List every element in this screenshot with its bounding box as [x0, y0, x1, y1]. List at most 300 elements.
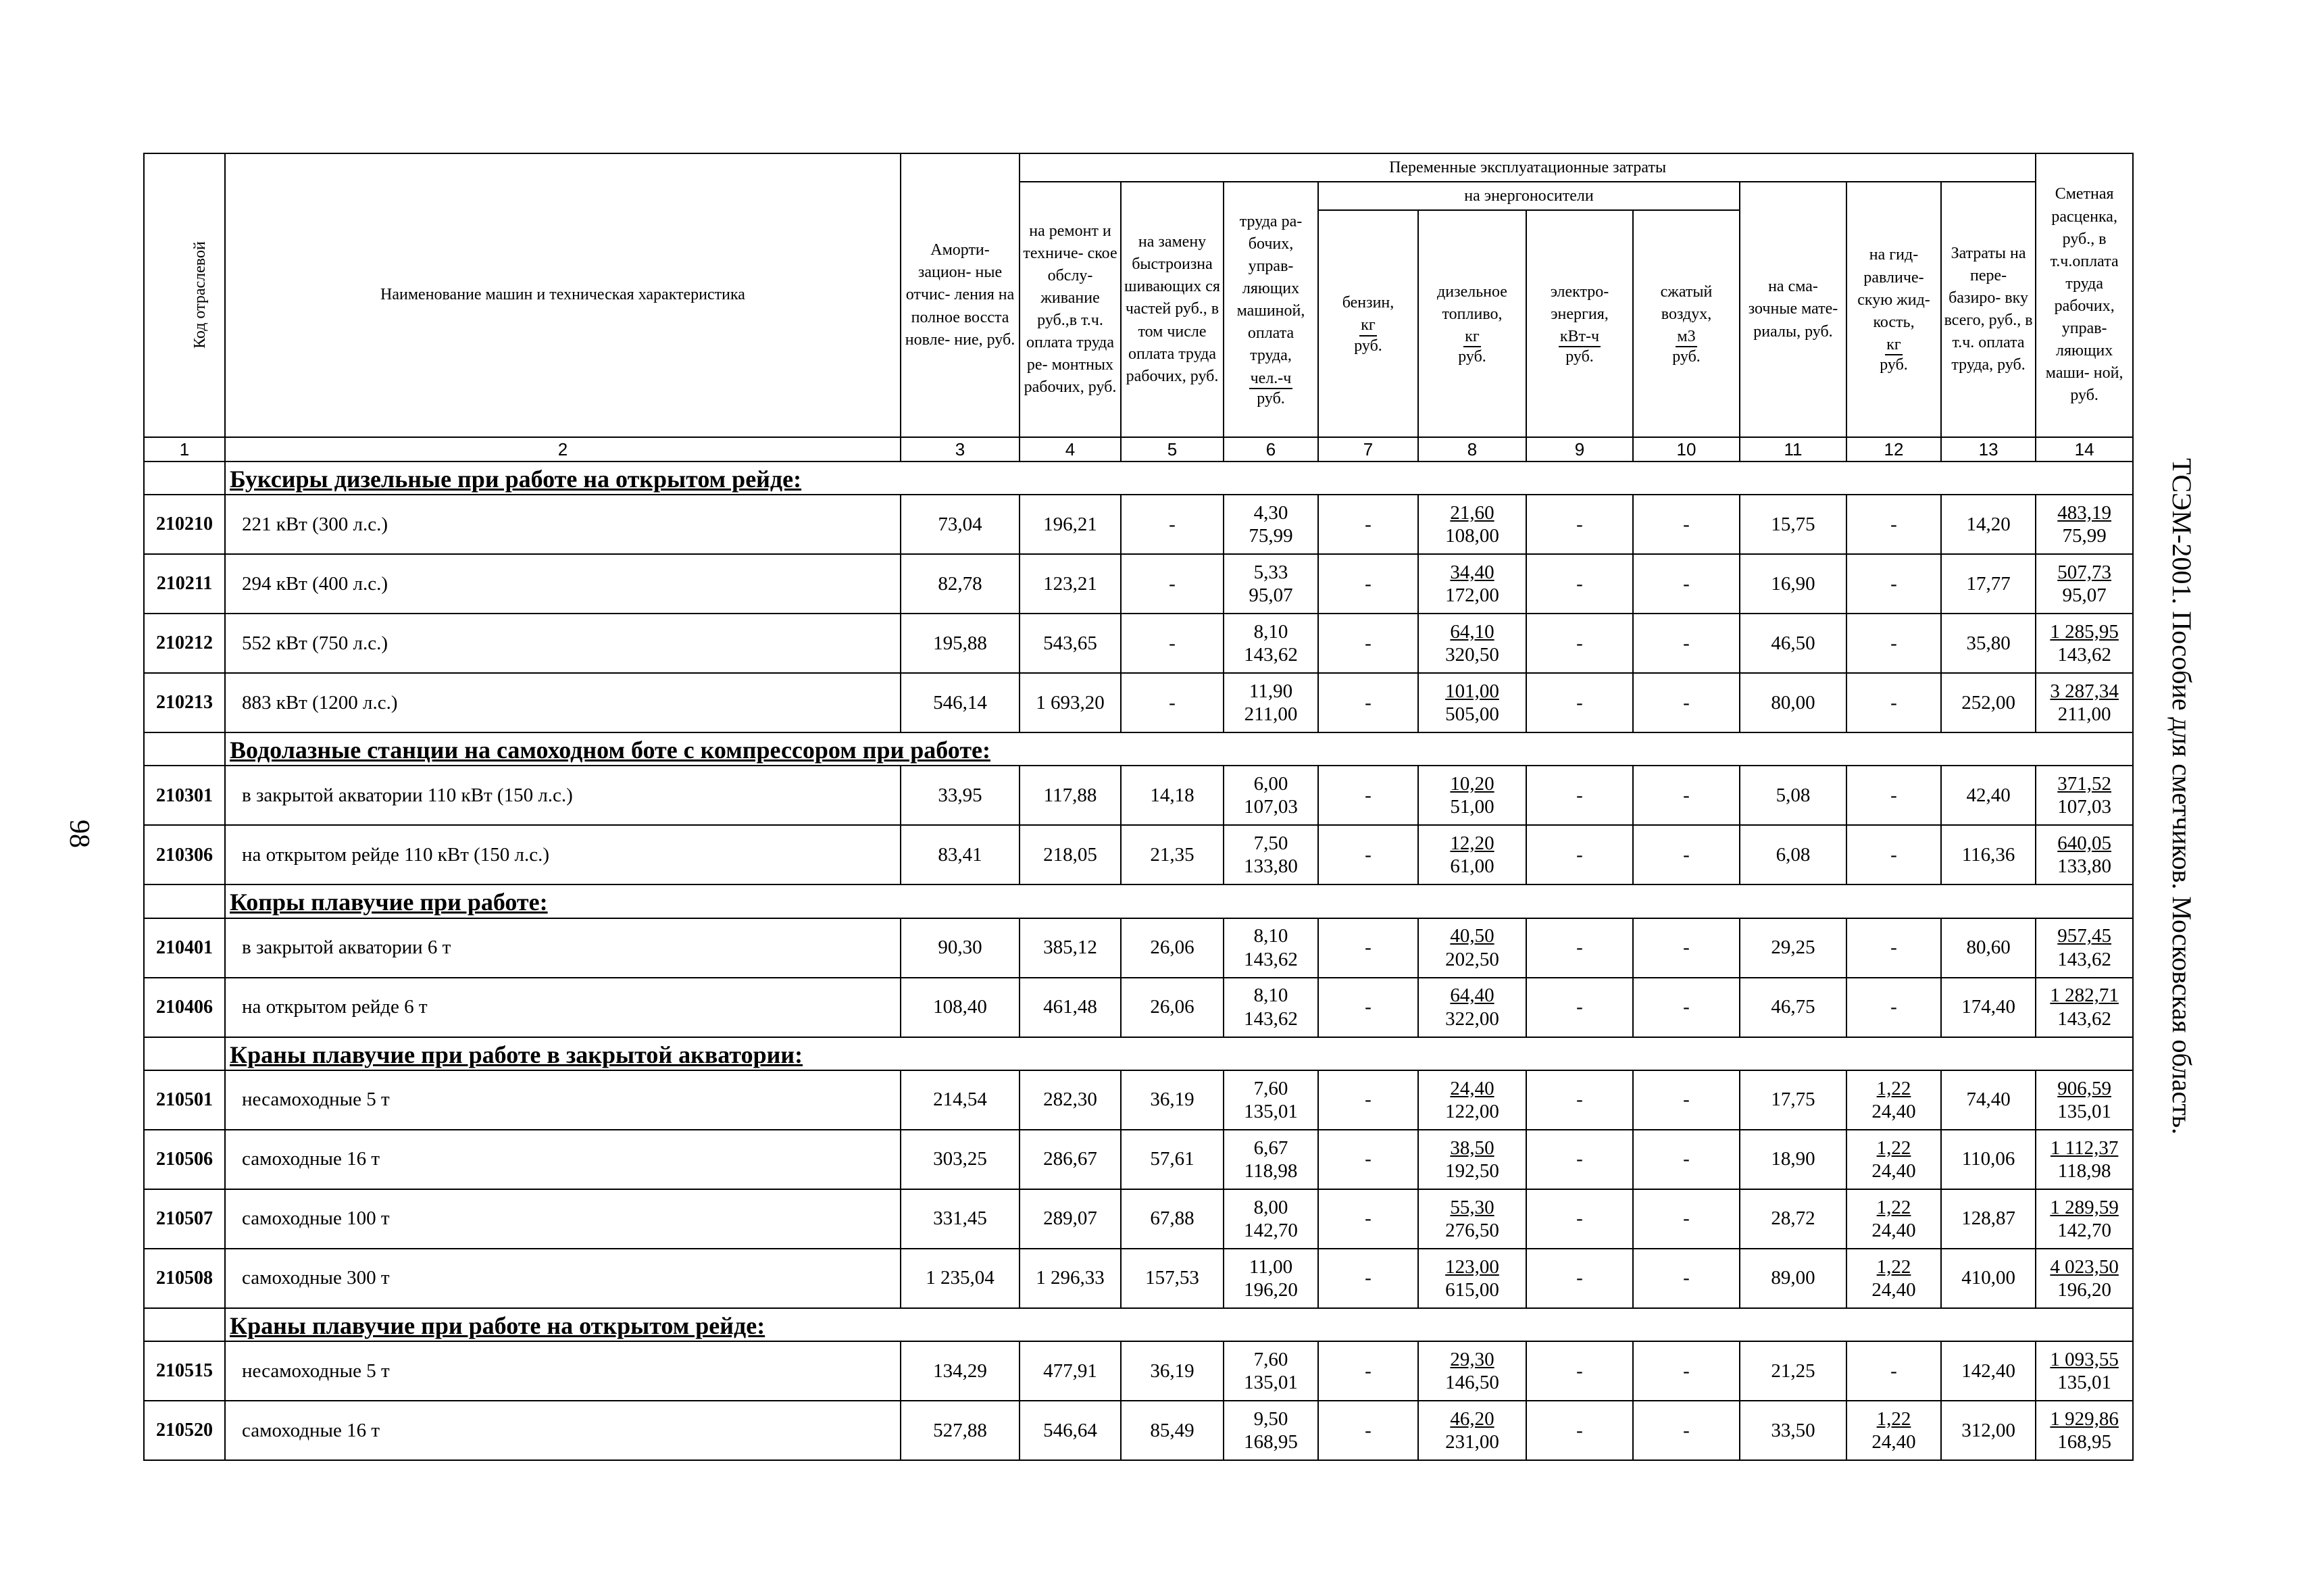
hydr-header — [1846, 182, 1941, 437]
elec-unit: кВт-ч — [1559, 327, 1601, 347]
column-number: 9 — [1526, 437, 1633, 462]
machine-code: 210506 — [144, 1130, 225, 1189]
hydr-unit-fraction — [1880, 335, 1908, 375]
elec-header-label: электро- энергия, — [1550, 282, 1609, 323]
section-header-row — [144, 884, 2133, 918]
diesel-value-bottom: 61,00 — [1450, 855, 1494, 878]
hydr-value-fraction — [1871, 1407, 1915, 1453]
table-row — [144, 978, 2133, 1037]
repair-header: на ремонт и техниче- ское обслу- живание руб.,в т.ч. оплата труда ре- монтных рабочих, руб. — [1020, 182, 1121, 437]
elec-value: - — [1526, 766, 1633, 825]
diesel-value-bottom: 51,00 — [1450, 796, 1494, 818]
machine-code: 210211 — [144, 554, 225, 614]
diesel-value-fraction — [1445, 620, 1499, 666]
column-number: 5 — [1121, 437, 1224, 462]
machine-name: несамоходные 5 т — [225, 1341, 901, 1401]
table-row — [144, 495, 2133, 554]
rate-value-bottom: 135,01 — [2057, 1371, 2112, 1393]
diesel-value-bottom: 505,00 — [1445, 703, 1499, 726]
diesel-value-fraction — [1445, 1255, 1499, 1301]
rate-value-fraction — [2057, 501, 2111, 547]
side-title: ТСЭМ-2001. Пособие для сметчиков. Московская область. — [2167, 458, 2197, 1135]
elec-value: - — [1526, 614, 1633, 673]
diesel-value-bottom: 202,50 — [1445, 948, 1499, 970]
labor-value-bottom: 196,20 — [1244, 1278, 1298, 1301]
replace-value: - — [1121, 554, 1224, 614]
machine-code: 210520 — [144, 1401, 225, 1460]
labor-value-fraction — [1244, 984, 1298, 1030]
hydr-value-bottom: 24,40 — [1871, 1159, 1916, 1182]
rate-value-top: 640,05 — [2057, 832, 2112, 855]
lubric-header: на сма- зочные мате- риалы, руб. — [1740, 182, 1846, 437]
petrol-value: - — [1318, 1341, 1418, 1401]
labor-header-label: труда ра- бочих, управ- ляющих машиной, оплата труда, — [1236, 212, 1305, 365]
repair-value: 117,88 — [1020, 766, 1121, 825]
rate-value-top: 507,73 — [2057, 561, 2112, 583]
machine-code: 210515 — [144, 1341, 225, 1401]
table-row — [144, 554, 2133, 614]
rate-value — [2036, 825, 2133, 884]
replace-value: 26,06 — [1121, 918, 1224, 978]
hydr-value-top: 1,22 — [1876, 1137, 1911, 1159]
column-number: 14 — [2036, 437, 2133, 462]
petrol-unit-fraction — [1354, 316, 1382, 355]
amortization-value: 73,04 — [901, 495, 1020, 554]
hydr-value — [1846, 1189, 1941, 1249]
replace-value: - — [1121, 673, 1224, 732]
labor-value-bottom: 135,01 — [1244, 1100, 1298, 1122]
elec-value: - — [1526, 825, 1633, 884]
table-row — [144, 614, 2133, 673]
labor-value-fraction — [1244, 1137, 1298, 1182]
rate-value-bottom: 143,62 — [2057, 644, 2112, 666]
relocation-value: 116,36 — [1941, 825, 2036, 884]
petrol-value: - — [1318, 1070, 1418, 1130]
section-title: Краны плавучие при работе в закрытой акватории: — [225, 1037, 2133, 1070]
air-value: - — [1633, 766, 1740, 825]
labor-unit: чел.-ч — [1249, 369, 1293, 389]
repair-value: 543,65 — [1020, 614, 1121, 673]
rate-value-top: 371,52 — [2057, 773, 2112, 795]
diesel-value-top: 10,20 — [1450, 773, 1494, 795]
machine-name: на открытом рейде 6 т — [225, 978, 901, 1037]
table-row — [144, 1401, 2133, 1460]
labor-value-fraction — [1244, 1348, 1298, 1394]
table-row — [144, 1070, 2133, 1130]
elec-value: - — [1526, 673, 1633, 732]
hydr-value: - — [1846, 554, 1941, 614]
diesel-header-label: дизельное топливо, — [1437, 282, 1507, 323]
amortization-value: 134,29 — [901, 1341, 1020, 1401]
lubric-value: 6,08 — [1740, 825, 1846, 884]
repair-value: 546,64 — [1020, 1401, 1121, 1460]
air-value: - — [1633, 554, 1740, 614]
table-row — [144, 1341, 2133, 1401]
diesel-value — [1418, 1401, 1526, 1460]
labor-value-fraction — [1244, 680, 1298, 726]
relocation-value: 410,00 — [1941, 1249, 2036, 1308]
labor-value-fraction — [1244, 1407, 1298, 1453]
hydr-value: - — [1846, 614, 1941, 673]
labor-value — [1224, 554, 1318, 614]
hydr-value-top: 1,22 — [1876, 1077, 1911, 1099]
section-header-row — [144, 1308, 2133, 1341]
lubric-value: 18,90 — [1740, 1130, 1846, 1189]
diesel-value-bottom: 320,50 — [1445, 644, 1499, 666]
diesel-value-top: 12,20 — [1450, 832, 1494, 855]
labor-value-bottom: 142,70 — [1244, 1219, 1298, 1241]
rate-value — [2036, 766, 2133, 825]
labor-value-bottom: 75,99 — [1249, 525, 1293, 547]
table-row — [144, 1189, 2133, 1249]
machine-name: самоходные 100 т — [225, 1189, 901, 1249]
machine-code: 210306 — [144, 825, 225, 884]
air-value: - — [1633, 614, 1740, 673]
amortization-value: 303,25 — [901, 1130, 1020, 1189]
rate-value-top: 1 285,95 — [2050, 620, 2119, 643]
column-number: 2 — [225, 437, 901, 462]
rate-value-top: 3 287,34 — [2050, 680, 2119, 702]
diesel-value — [1418, 1189, 1526, 1249]
machine-code: 210501 — [144, 1070, 225, 1130]
air-value: - — [1633, 1189, 1740, 1249]
lubric-value: 46,50 — [1740, 614, 1846, 673]
rate-value-fraction — [2050, 620, 2119, 666]
labor-value-top: 11,00 — [1249, 1255, 1293, 1278]
petrol-value: - — [1318, 1401, 1418, 1460]
rate-value — [2036, 1189, 2133, 1249]
diesel-value-top: 29,30 — [1450, 1348, 1494, 1370]
labor-value-top: 11,90 — [1249, 680, 1293, 702]
elec-value: - — [1526, 1130, 1633, 1189]
relocation-value: 174,40 — [1941, 978, 2036, 1037]
hydr-value-fraction — [1871, 1077, 1915, 1123]
elec-unit-fraction — [1559, 327, 1601, 367]
rate-value-bottom: 118,98 — [2057, 1159, 2111, 1182]
rate-value-bottom: 143,62 — [2057, 1007, 2112, 1030]
labor-value — [1224, 1401, 1318, 1460]
labor-value-bottom: 143,62 — [1244, 644, 1298, 666]
machine-name: несамоходные 5 т — [225, 1070, 901, 1130]
column-number: 12 — [1846, 437, 1941, 462]
relocation-value: 128,87 — [1941, 1189, 2036, 1249]
section-spacer — [144, 884, 225, 918]
hydr-value-top: 1,22 — [1876, 1407, 1911, 1430]
diesel-value-top: 46,20 — [1450, 1407, 1494, 1430]
replace-value: 26,06 — [1121, 978, 1224, 1037]
air-value: - — [1633, 1070, 1740, 1130]
relocation-value: 80,60 — [1941, 918, 2036, 978]
repair-value: 1 693,20 — [1020, 673, 1121, 732]
rate-value-bottom: 133,80 — [2057, 855, 2112, 878]
petrol-value: - — [1318, 766, 1418, 825]
rate-value — [2036, 1130, 2133, 1189]
amortization-value: 1 235,04 — [901, 1249, 1020, 1308]
replace-value: 14,18 — [1121, 766, 1224, 825]
diesel-value-fraction — [1445, 1077, 1499, 1123]
elec-value: - — [1526, 554, 1633, 614]
rate-value — [2036, 1341, 2133, 1401]
name-header: Наименование машин и техническая характеристика — [225, 153, 901, 437]
section-title: Буксиры дизельные при работе на открытом рейде: — [225, 462, 2133, 495]
rate-value — [2036, 1401, 2133, 1460]
lubric-value: 21,25 — [1740, 1341, 1846, 1401]
labor-value-fraction — [1244, 1255, 1298, 1301]
column-number-row — [144, 437, 2133, 462]
labor-value-top: 4,30 — [1253, 501, 1288, 524]
hydr-value-bottom: 24,40 — [1871, 1430, 1916, 1453]
amortization-value: 527,88 — [901, 1401, 1020, 1460]
relocation-value: 110,06 — [1941, 1130, 2036, 1189]
labor-value-top: 7,60 — [1253, 1348, 1288, 1370]
diesel-value — [1418, 495, 1526, 554]
rate-value-top: 1 112,37 — [2050, 1137, 2119, 1159]
lubric-value: 29,25 — [1740, 918, 1846, 978]
hydr-value-bottom: 24,40 — [1871, 1219, 1916, 1241]
air-header-label: сжатый воздух, — [1660, 282, 1713, 323]
lubric-value: 5,08 — [1740, 766, 1846, 825]
rate-value-fraction — [2057, 832, 2111, 878]
labor-value-bottom: 135,01 — [1244, 1371, 1298, 1393]
labor-value-top: 9,50 — [1253, 1407, 1288, 1430]
variable-costs-header: Переменные эксплуатационные затраты — [1020, 153, 2036, 182]
repair-value: 286,67 — [1020, 1130, 1121, 1189]
diesel-value-fraction — [1445, 1137, 1499, 1182]
rate-value-bottom: 143,62 — [2057, 948, 2112, 970]
air-unit-fraction — [1672, 327, 1701, 367]
replace-value: 157,53 — [1121, 1249, 1224, 1308]
machine-name: 221 кВт (300 л.с.) — [225, 495, 901, 554]
elec-value: - — [1526, 1249, 1633, 1308]
machine-code: 210406 — [144, 978, 225, 1037]
rate-value-top: 1 093,55 — [2050, 1348, 2119, 1370]
lubric-value: 33,50 — [1740, 1401, 1846, 1460]
relocation-value: 252,00 — [1941, 673, 2036, 732]
relocation-value: 142,40 — [1941, 1341, 2036, 1401]
amortization-value: 195,88 — [901, 614, 1020, 673]
hydr-value-top: 1,22 — [1876, 1196, 1911, 1218]
repair-value: 385,12 — [1020, 918, 1121, 978]
petrol-value: - — [1318, 554, 1418, 614]
hydr-value — [1846, 1401, 1941, 1460]
machine-code: 210213 — [144, 673, 225, 732]
labor-unit-fraction — [1249, 369, 1293, 409]
rate-value — [2036, 495, 2133, 554]
relocation-header: Затраты на пере- базиро- вку всего, руб., в т.ч. оплата труда, руб. — [1941, 182, 2036, 437]
table-row — [144, 1249, 2133, 1308]
diesel-unit-fraction — [1458, 327, 1486, 367]
rate-value — [2036, 1070, 2133, 1130]
labor-value-bottom: 118,98 — [1244, 1159, 1298, 1182]
lubric-value: 89,00 — [1740, 1249, 1846, 1308]
column-number: 1 — [144, 437, 225, 462]
labor-value-fraction — [1249, 501, 1292, 547]
petrol-value: - — [1318, 673, 1418, 732]
code-header-label: Код отраслевой — [191, 241, 209, 349]
lubric-value: 28,72 — [1740, 1189, 1846, 1249]
hydr-value: - — [1846, 766, 1941, 825]
rate-value-fraction — [2057, 924, 2111, 970]
rate-value-fraction — [2050, 1407, 2119, 1453]
section-spacer — [144, 1308, 225, 1341]
hydr-value-fraction — [1871, 1196, 1915, 1242]
labor-value-top: 6,00 — [1253, 773, 1288, 795]
hydr-value-bottom: 24,40 — [1871, 1100, 1916, 1122]
repair-value: 218,05 — [1020, 825, 1121, 884]
labor-value-bottom: 211,00 — [1244, 703, 1298, 726]
labor-value-bottom: 168,95 — [1244, 1430, 1298, 1453]
column-number: 10 — [1633, 437, 1740, 462]
machine-code: 210401 — [144, 918, 225, 978]
elec-value: - — [1526, 1341, 1633, 1401]
machine-name: на открытом рейде 110 кВт (150 л.с.) — [225, 825, 901, 884]
amortization-value: 90,30 — [901, 918, 1020, 978]
machine-code: 210210 — [144, 495, 225, 554]
lubric-value: 15,75 — [1740, 495, 1846, 554]
rate-value-top: 483,19 — [2057, 501, 2112, 524]
rate-value-bottom: 142,70 — [2057, 1219, 2112, 1241]
labor-value — [1224, 1070, 1318, 1130]
diesel-value-bottom: 146,50 — [1445, 1371, 1499, 1393]
labor-value — [1224, 1130, 1318, 1189]
column-number: 8 — [1418, 437, 1526, 462]
hydr-unit: кг — [1885, 335, 1903, 355]
machine-name: в закрытой акватории 110 кВт (150 л.с.) — [225, 766, 901, 825]
machine-name: самоходные 300 т — [225, 1249, 901, 1308]
repair-value: 1 296,33 — [1020, 1249, 1121, 1308]
elec-rub: руб. — [1565, 348, 1594, 366]
machine-code: 210301 — [144, 766, 225, 825]
labor-value — [1224, 495, 1318, 554]
labor-value-top: 8,10 — [1253, 925, 1288, 947]
rate-value-bottom: 196,20 — [2057, 1278, 2112, 1301]
amortization-value: 214,54 — [901, 1070, 1020, 1130]
labor-value-fraction — [1244, 772, 1298, 818]
machine-code: 210507 — [144, 1189, 225, 1249]
hydr-value-bottom: 24,40 — [1871, 1278, 1916, 1301]
labor-value-bottom: 143,62 — [1244, 1007, 1298, 1030]
elec-value: - — [1526, 495, 1633, 554]
hydr-value: - — [1846, 825, 1941, 884]
petrol-value: - — [1318, 825, 1418, 884]
labor-value — [1224, 766, 1318, 825]
rate-value-fraction — [2050, 1348, 2119, 1394]
diesel-value-fraction — [1445, 680, 1499, 726]
elec-header — [1526, 210, 1633, 437]
rate-header: Сметная расценка, руб., в т.ч.оплата труда рабочих, управ- ляющих маши- ной, руб. — [2036, 153, 2133, 437]
replace-value: 36,19 — [1121, 1070, 1224, 1130]
replace-value: 67,88 — [1121, 1189, 1224, 1249]
rate-value-bottom: 211,00 — [2057, 703, 2111, 726]
rate-value-fraction — [2050, 680, 2119, 726]
relocation-value: 17,77 — [1941, 554, 2036, 614]
elec-value: - — [1526, 1189, 1633, 1249]
hydr-header-label: на гид- равличе- скую жид- кость, — [1857, 246, 1930, 331]
air-value: - — [1633, 825, 1740, 884]
column-number: 3 — [901, 437, 1020, 462]
air-value: - — [1633, 918, 1740, 978]
hydr-rub: руб. — [1880, 356, 1908, 374]
machine-name: 552 кВт (750 л.с.) — [225, 614, 901, 673]
hydr-value — [1846, 1070, 1941, 1130]
replace-header: на замену быстроизна шивающих ся частей руб., в том числе оплата труда рабочих, руб. — [1121, 182, 1224, 437]
diesel-value-top: 101,00 — [1445, 680, 1499, 702]
hydr-value: - — [1846, 495, 1941, 554]
rate-value-top: 4 023,50 — [2050, 1255, 2119, 1278]
diesel-value — [1418, 1341, 1526, 1401]
rate-value — [2036, 554, 2133, 614]
diesel-value-bottom: 276,50 — [1445, 1219, 1499, 1241]
elec-value: - — [1526, 918, 1633, 978]
labor-value — [1224, 825, 1318, 884]
table-row — [144, 825, 2133, 884]
rate-value-top: 1 289,59 — [2050, 1196, 2119, 1218]
column-number: 7 — [1318, 437, 1418, 462]
air-value: - — [1633, 1130, 1740, 1189]
rate-value — [2036, 978, 2133, 1037]
petrol-value: - — [1318, 614, 1418, 673]
hydr-value — [1846, 1249, 1941, 1308]
rates-table — [143, 153, 2134, 1461]
machine-name: 294 кВт (400 л.с.) — [225, 554, 901, 614]
relocation-value: 42,40 — [1941, 766, 2036, 825]
machine-name: 883 кВт (1200 л.с.) — [225, 673, 901, 732]
rate-value-fraction — [2057, 1077, 2111, 1123]
labor-value-top: 8,10 — [1253, 984, 1288, 1007]
labor-value-fraction — [1249, 561, 1292, 607]
rate-value — [2036, 1249, 2133, 1308]
diesel-value-fraction — [1445, 561, 1499, 607]
diesel-value-bottom: 192,50 — [1445, 1159, 1499, 1182]
diesel-value-fraction — [1445, 1407, 1499, 1453]
section-header-row — [144, 732, 2133, 766]
diesel-value — [1418, 1130, 1526, 1189]
labor-value-top: 8,10 — [1253, 620, 1288, 643]
labor-value — [1224, 978, 1318, 1037]
petrol-unit: кг — [1359, 316, 1377, 336]
labor-value-bottom: 143,62 — [1244, 948, 1298, 970]
lubric-value: 17,75 — [1740, 1070, 1846, 1130]
petrol-value: - — [1318, 918, 1418, 978]
diesel-value-fraction — [1445, 984, 1499, 1030]
table-row — [144, 766, 2133, 825]
diesel-value-fraction — [1445, 1196, 1499, 1242]
petrol-header — [1318, 210, 1418, 437]
rate-value-top: 906,59 — [2057, 1077, 2112, 1099]
column-number: 13 — [1941, 437, 2036, 462]
repair-value: 196,21 — [1020, 495, 1121, 554]
diesel-value-top: 21,60 — [1450, 501, 1494, 524]
labor-value — [1224, 673, 1318, 732]
labor-value-top: 8,00 — [1253, 1196, 1288, 1218]
labor-value-top: 7,50 — [1253, 832, 1288, 855]
air-value: - — [1633, 1401, 1740, 1460]
air-rub: руб. — [1672, 348, 1701, 366]
diesel-value-fraction — [1450, 832, 1494, 878]
rate-value-fraction — [2050, 984, 2119, 1030]
diesel-value-fraction — [1450, 772, 1494, 818]
hydr-value: - — [1846, 918, 1941, 978]
diesel-value-top: 38,50 — [1450, 1137, 1494, 1159]
rate-value-bottom: 168,95 — [2057, 1430, 2112, 1453]
replace-value: 85,49 — [1121, 1401, 1224, 1460]
labor-value-fraction — [1244, 620, 1298, 666]
replace-value: 21,35 — [1121, 825, 1224, 884]
repair-value: 477,91 — [1020, 1341, 1121, 1401]
diesel-value-bottom: 172,00 — [1445, 584, 1499, 607]
petrol-value: - — [1318, 1249, 1418, 1308]
rate-value — [2036, 918, 2133, 978]
